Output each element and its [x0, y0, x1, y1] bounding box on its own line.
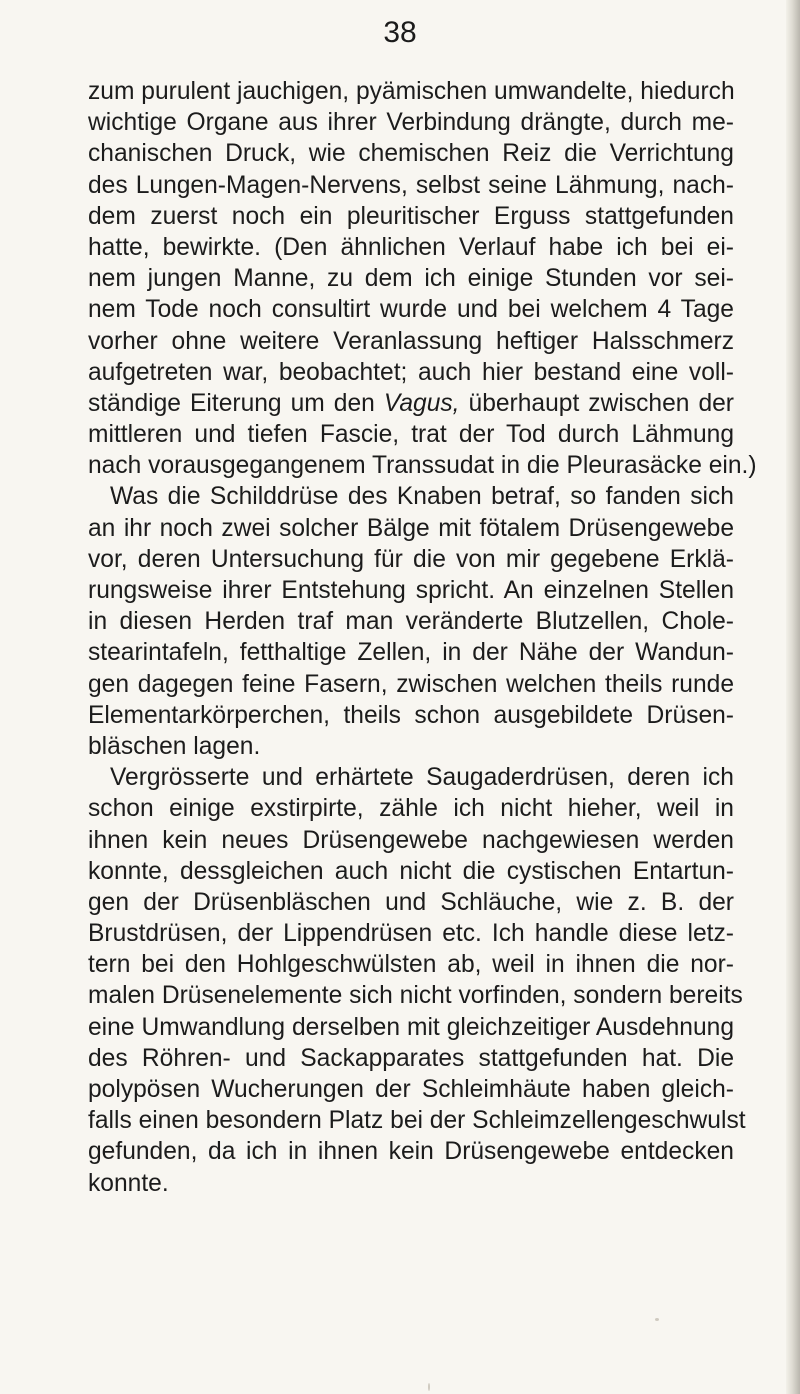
- text-segment: überhaupt zwischen der: [459, 389, 734, 417]
- italic-term-vagus: Vagus,: [383, 389, 460, 417]
- text-line: konnte.: [88, 1169, 169, 1197]
- page-edge-shadow: [786, 0, 800, 1394]
- text-line: nach vorausgegangenem Transsudat in die Pleurasäcke ein.): [88, 452, 757, 480]
- text-line: wichtige Organe aus ihrer Verbindung drängte, durch me-: [88, 109, 734, 137]
- text-line: dem zuerst noch ein pleuritischer Erguss stattgefunden: [88, 202, 734, 230]
- text-line: vor, deren Untersuchung für die von mir gegebene Erklä-: [88, 545, 734, 573]
- text-line: falls einen besondern Platz bei der Schleimzellengeschwulst: [88, 1107, 746, 1135]
- text-line: rungsweise ihrer Entstehung spricht. An einzelnen Stellen: [88, 577, 734, 604]
- body-text: [88, 76, 757, 1199]
- page-number: 38: [383, 16, 417, 49]
- text-line: gen dagegen feine Fasern, zwischen welchen theils runde: [88, 670, 734, 698]
- text-line: hatte, bewirkte. (Den ähnlichen Verlauf habe ich bei ei-: [88, 233, 734, 261]
- text-line: polypösen Wucherungen der Schleimhäute haben gleich-: [88, 1076, 734, 1103]
- text-line: nem Tode noch consultirt wurde und bei welchem 4 Tage: [88, 296, 734, 324]
- text-line: Brustdrüsen, der Lippendrüsen etc. Ich handle diese letz-: [88, 920, 734, 948]
- text-line: aufgetreten war, beobachtet; auch hier bestand eine voll-: [88, 358, 734, 386]
- text-line: in diesen Herden traf man veränderte Blutzellen, Chole-: [88, 608, 734, 636]
- text-line: zum purulent jauchigen, pyämischen umwandelte, hiedurch: [88, 78, 735, 105]
- text-line: Elementarkörperchen, theils schon ausgebildete Drüsen-: [88, 701, 734, 729]
- text-line: mittleren und tiefen Fascie, trat der Tod durch Lähmung: [88, 421, 734, 449]
- text-line: schon einige exstirpirte, zähle ich nicht hieher, weil in: [88, 795, 734, 823]
- text-segment: ständige Eiterung um den: [88, 389, 384, 417]
- paper-speck: [655, 1318, 659, 1321]
- text-line: Was die Schilddrüse des Knaben betraf, so fanden sich: [110, 483, 734, 511]
- text-line: des Röhren- und Sackapparates stattgefunden hat. Die: [88, 1044, 734, 1072]
- text-line: chanischen Druck, wie chemischen Reiz die Verrichtung: [88, 140, 734, 168]
- text-line-with-italic: [88, 388, 734, 419]
- text-line: stearintafeln, fetthaltige Zellen, in der Nähe der Wandun-: [88, 639, 734, 667]
- text-line: malen Drüsenelemente sich nicht vorfinden, sondern bereits: [88, 982, 743, 1010]
- text-line: konnte, dessgleichen auch nicht die cystischen Entartun-: [88, 857, 734, 885]
- text-line: eine Umwandlung derselben mit gleichzeitiger Ausdehnung: [88, 1013, 734, 1041]
- text-line: bläschen lagen.: [88, 732, 261, 760]
- text-line: Vergrösserte und erhärtete Saugaderdrüsen, deren ich: [110, 764, 734, 792]
- text-line: tern bei den Hohlgeschwülsten ab, weil in ihnen die nor-: [88, 951, 734, 979]
- text-line: nem jungen Manne, zu dem ich einige Stunden vor sei-: [88, 265, 734, 293]
- text-line: ihnen kein neues Drüsengewebe nachgewiesen werden: [88, 826, 734, 854]
- text-line: gen der Drüsenbläschen und Schläuche, wie z. B. der: [88, 888, 734, 916]
- text-line: an ihr noch zwei solcher Bälge mit fötalem Drüsengewebe: [88, 514, 734, 542]
- text-line: des Lungen-Magen-Nervens, selbst seine Lähmung, nach-: [88, 171, 734, 199]
- text-line: vorher ohne weitere Veranlassung heftiger Halsschmerz: [88, 327, 734, 355]
- text-line: gefunden, da ich in ihnen kein Drüsengewebe entdecken: [88, 1138, 734, 1166]
- paper-speck: [428, 1383, 430, 1391]
